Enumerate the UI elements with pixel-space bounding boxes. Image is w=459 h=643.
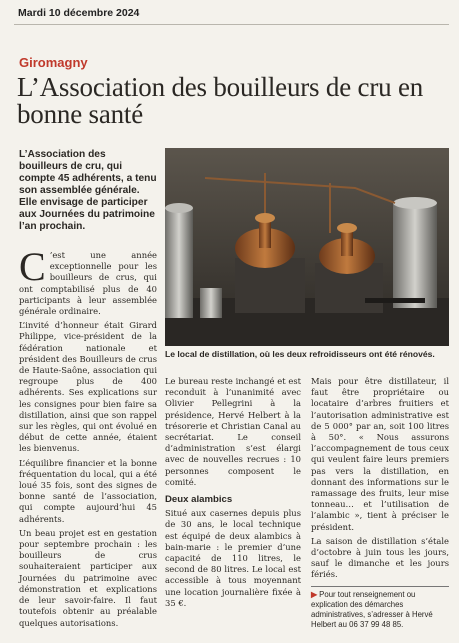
paragraph: Situé aux casernes depuis plus de 30 ans, le local technique est équipé de deux alambics à bain-marie : le premier d’une capacité de 110 litres, le second de 80 litres. Le local est accessible à tous moyennant une location journalière fixée à 35 €. [165, 508, 301, 608]
paragraph-text: ’est une année exceptionnelle pour les bouilleurs de crus, qui ont comptabilisé plus de 40 participants à leur assemblée générale ordinaire. [19, 250, 157, 317]
article-kicker: Giromagny [19, 55, 88, 70]
article-headline: L’Association des bouilleurs de cru en bonne santé [17, 72, 424, 129]
paragraph: L’équilibre financier et la bonne fréquentation du local, qui a été loué 35 fois, sont des signes de bonne santé de l’association, qui compte aujourd’hui 45 adhérents. [19, 457, 157, 524]
dateline: Mardi 10 décembre 2024 [18, 7, 140, 19]
paragraph: Mais pour être distillateur, il faut être propriétaire ou locataire d’arbres fruitiers et l’autorisation administrative est de 5 000° par an, soit 100 litres à 50°. « Nous assurons l’accompagnement de tous ceux qui veulent faire leurs premiers pas vers la distillation, en donnant des informations sur le ramassage des fruits, leur mise tonneau… et l’utilisation de l’alambic », tient à préciser le président. [311, 376, 449, 532]
article-column-1 [19, 244, 157, 632]
contact-infobox [311, 586, 449, 630]
distillery-photo-illustration [165, 148, 449, 346]
article-lede: L’Association des bouilleurs de cru, qui compte 45 adhérents, a tenu son assemblée générale. Elle envisage de participer aux Journées du patrimoine l’an prochain. [19, 149, 157, 232]
article-photo [165, 148, 449, 346]
arrow-icon: ▶ [311, 589, 317, 599]
paragraph: Le bureau reste inchangé et est reconduit à l’unanimité avec Olivier Pellegrini à la présidence, Hervé Helbert à la trésorerie et Christian Canal au secrétariat. Le conseil d’administration s’est élargi avec de nouvelles recrues : 10 personnes composent le comité. [165, 376, 301, 487]
paragraph: Un beau projet est en gestation pour septembre prochain : les bouilleurs de crus souhaiteraient participer aux Journées du patrimoine avec démonstration et explications de leur savoir-faire. Il faut toutefois obtenir au préalable quelques autorisations. [19, 527, 157, 628]
section-subhead: Deux alambics [165, 494, 233, 506]
paragraph [19, 244, 157, 317]
infobox-text: Pour tout renseignement ou explication des démarches administratives, s’adresser à Hervé Helbert au 06 37 99 48 85. [311, 589, 433, 629]
paragraph: L’invité d’honneur était Girard Philippe, vice-président de la fédération nationale et président des Bouilleurs de crus de Haute-Saône, association qui regroupe plus de 400 adhérents. Ses explications sur les consignes pour bien faire sa distillation, ainsi que son rappel sur les règles, qui ont évolué en début de cette année, étaient les bienvenus. [19, 320, 157, 454]
article-column-3 [311, 376, 449, 630]
article-column-2 [165, 376, 301, 612]
paragraph: La saison de distillation s’étale d’octobre à juin tous les jours, sauf le dimanche et les jours fériés. [311, 535, 449, 580]
photo-caption: Le local de distillation, où les deux refroidisseurs ont été rénovés. [165, 349, 435, 359]
dateline-rule [14, 24, 449, 25]
dropcap: C [19, 244, 46, 289]
